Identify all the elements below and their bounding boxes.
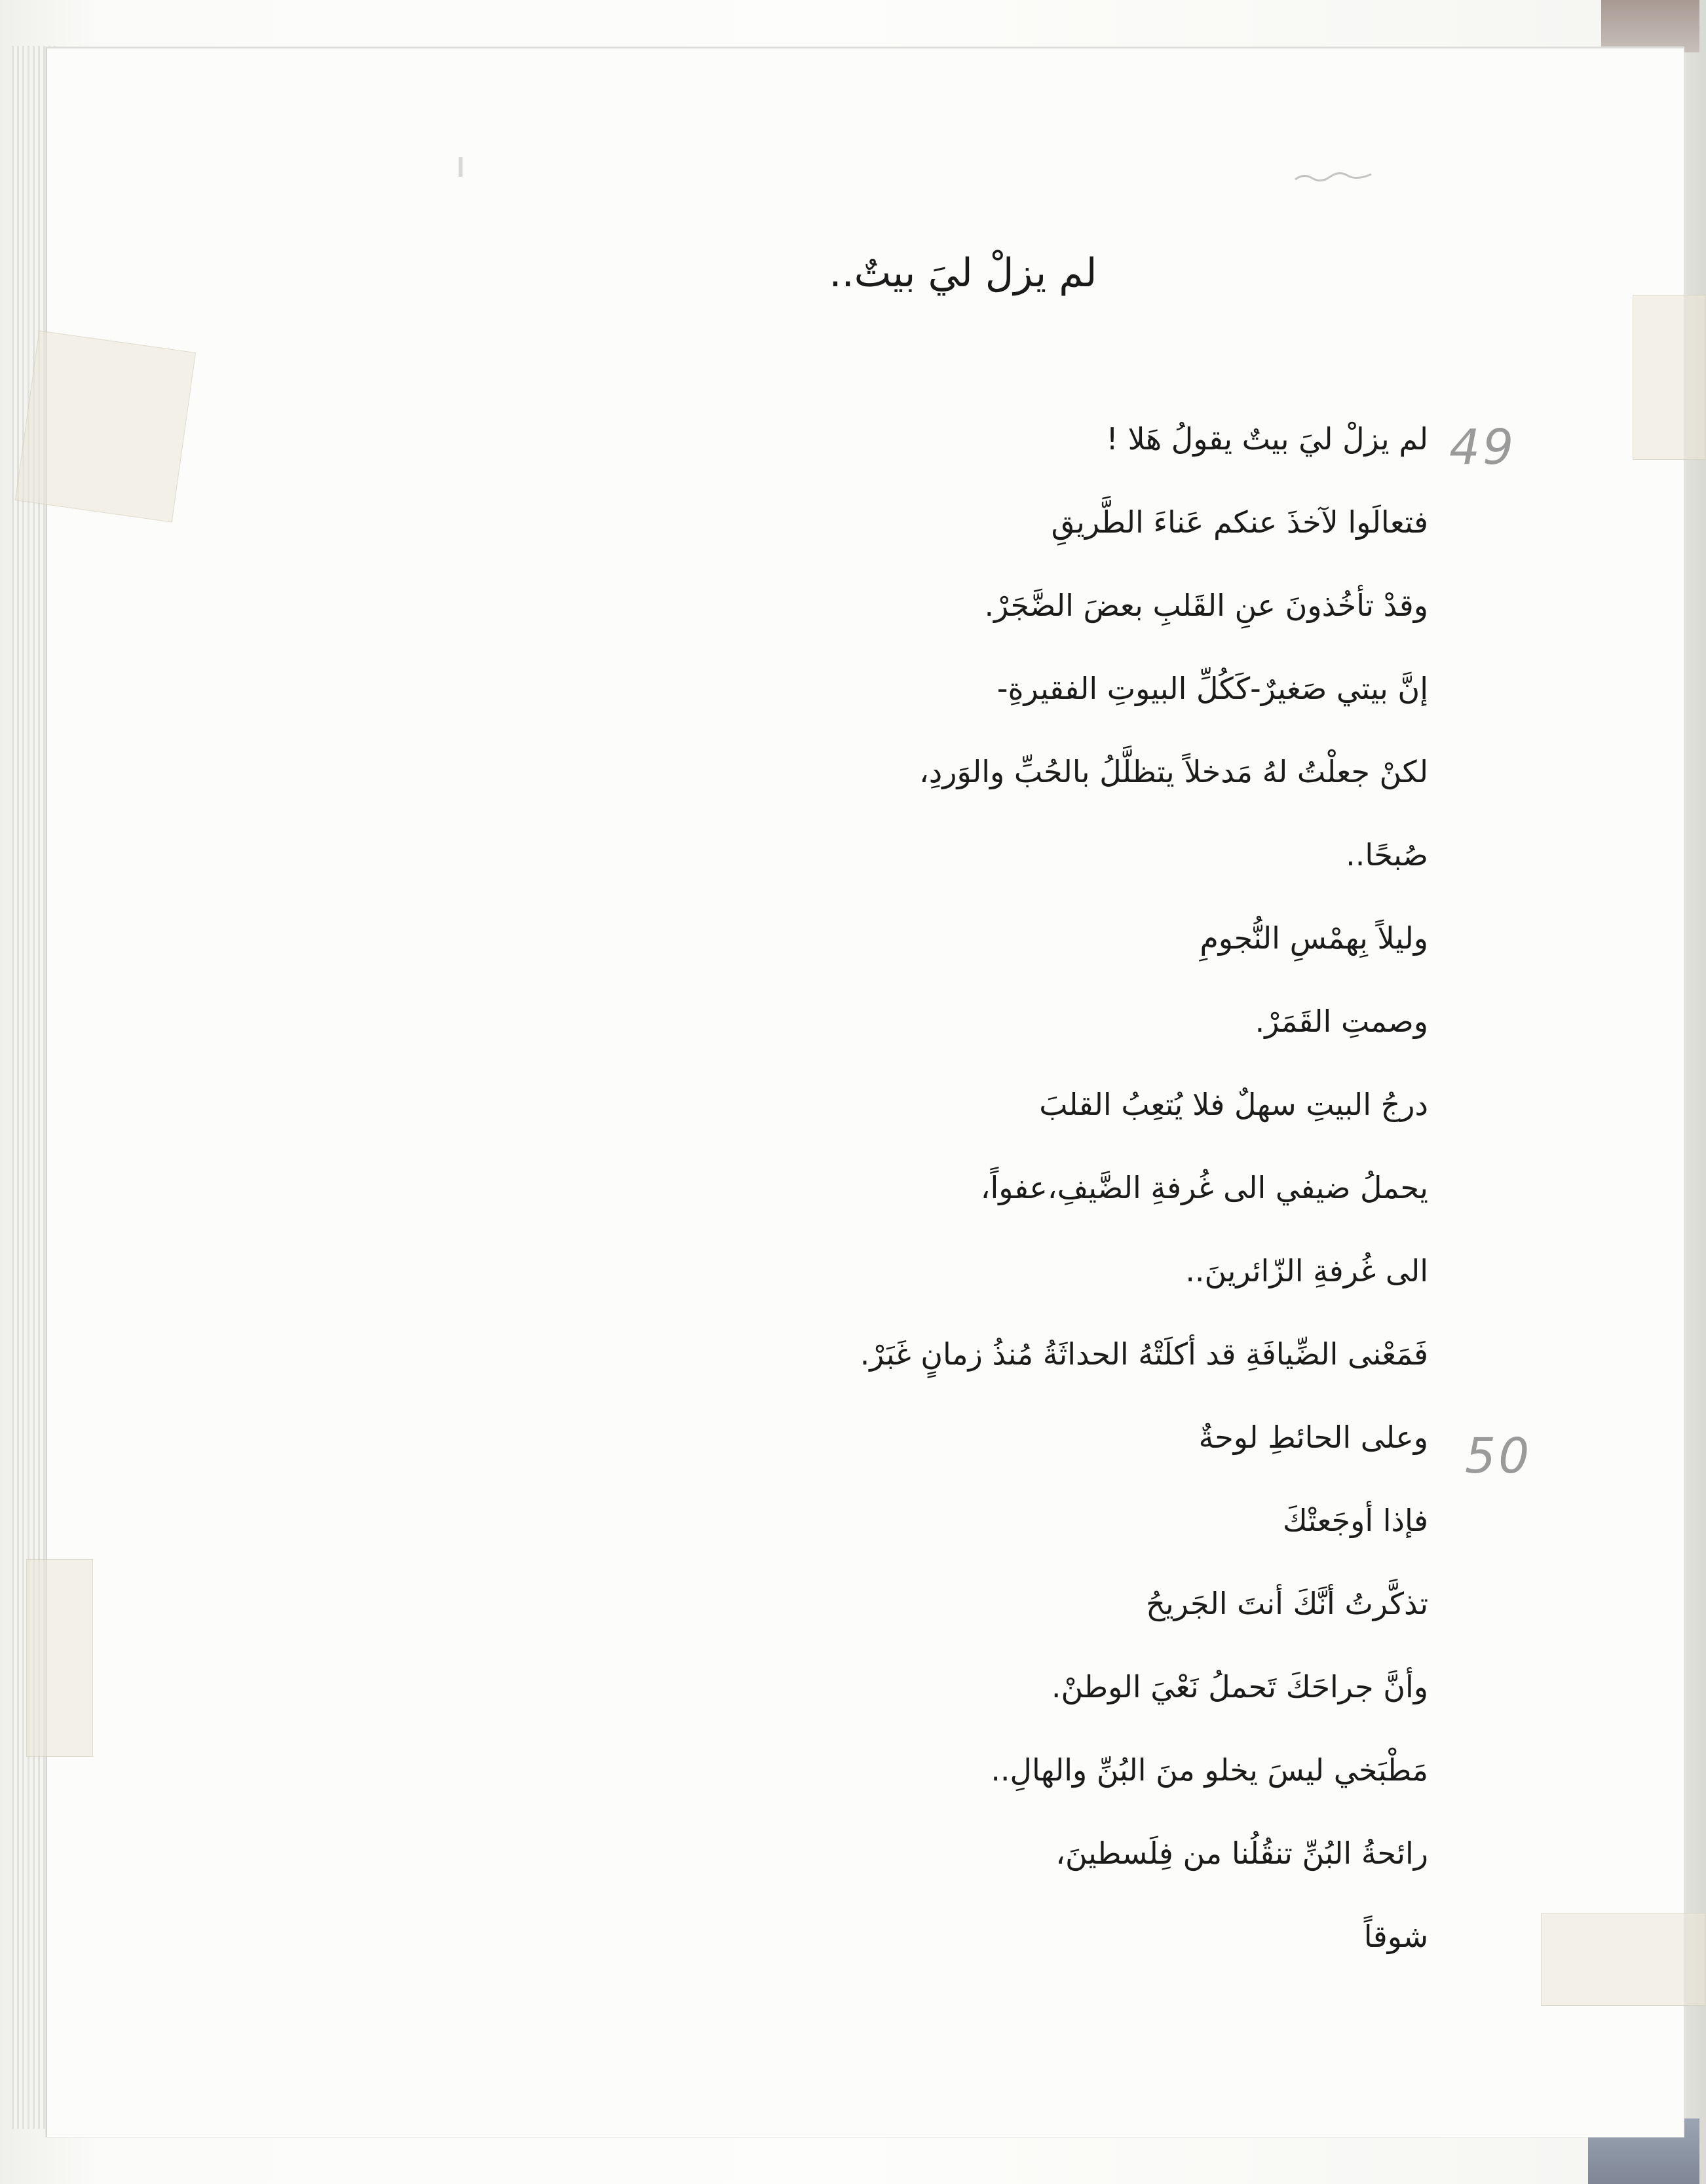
poem-line: مَطْبَخي ليسَ يخلو منَ البُنِّ والهالِ.. [991, 1752, 1428, 1788]
poem-line: لكنْ جعلْتُ لهُ مَدخلاً يتظلَّلُ بالحُبِّ والوَردِ، [919, 754, 1428, 789]
tape-mark [26, 1559, 93, 1757]
poem-body [590, 409, 1428, 1995]
poem-line: إنَّ بيتي صَغيرٌ-كَكُلِّ البيوتِ الفقيرةِ- [996, 671, 1428, 706]
poem-line: درجُ البيتِ سهلٌ فلا يُتعِبُ القلبَ [1039, 1087, 1428, 1122]
poem-line: وقدْ تأخُذونَ عنِ القَلبِ بعضَ الضَّجَرْ. [984, 588, 1428, 623]
poem-line: تذكَّرتُ أنَّكَ أنتَ الجَريحُ [1146, 1586, 1428, 1621]
poem-line: يحملُ ضيفي الى غُرفةِ الضَّيفِ،عفواً، [980, 1170, 1428, 1205]
page-number-50: 50 [1465, 1428, 1532, 1484]
poem-line: فتعالَوا لآخذَ عنكم عَناءَ الطَّريقِ [1051, 504, 1428, 540]
poem-line: لم يزلْ ليَ بيتٌ يقولُ هَلا ! [1106, 421, 1428, 457]
pencil-mark [459, 157, 463, 177]
poem-line: وصمتِ القَمَرْ. [1255, 1004, 1428, 1039]
poem-title: لم يزلْ ليَ بيتٌ.. [829, 250, 1097, 296]
pencil-scribble [1294, 169, 1373, 185]
tape-mark [1541, 1913, 1706, 2006]
page-number-49: 49 [1449, 419, 1517, 476]
poem-line: فَمَعْنى الضِّيافَةِ قد أكلَتْهُ الحداثَةُ مُنذُ زمانٍ غَبَرْ. [860, 1336, 1428, 1372]
poem-line: شوقاً [1363, 1919, 1428, 1954]
book-binding-top [1601, 0, 1699, 52]
poem-line: رائحةُ البُنِّ تنقُلُنا من فِلَسطينَ، [1055, 1836, 1428, 1871]
tape-mark [15, 330, 196, 522]
poem-line: وليلاً بِهمْسِ النُّجومِ [1200, 920, 1428, 956]
poem-line: الى غُرفةِ الزّائرينَ.. [1185, 1253, 1428, 1289]
poem-line: صُبحًا.. [1346, 837, 1428, 873]
poem-line: وأنَّ جراحَكَ تَحملُ نَعْيَ الوطنْ. [1051, 1669, 1428, 1704]
tape-mark [1633, 295, 1706, 460]
poem-line: وعلى الحائطِ لوحةٌ [1198, 1420, 1428, 1455]
poem-line: فإذا أوجَعتْكَ [1282, 1503, 1428, 1538]
